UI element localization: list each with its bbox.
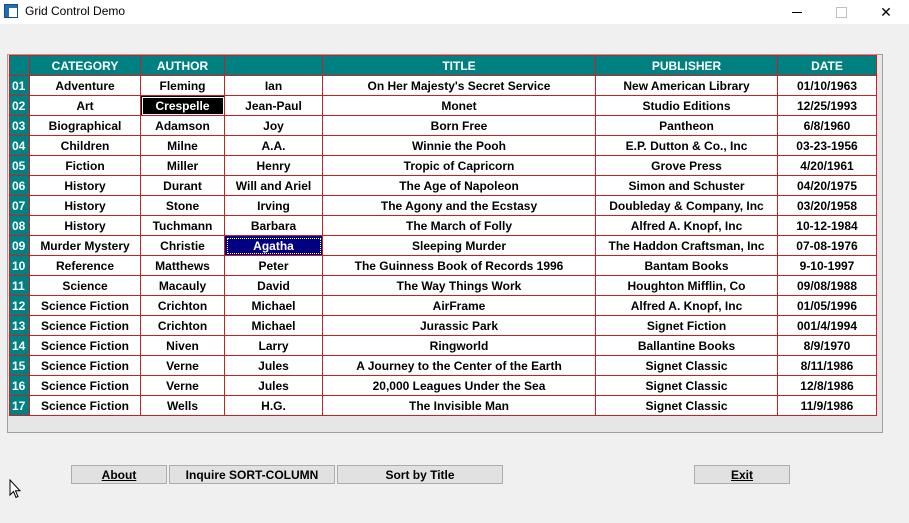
table-row[interactable] (10, 296, 877, 316)
cell-publisher[interactable]: Houghton Mifflin, Co (596, 276, 778, 296)
sort-by-title-button[interactable]: Sort by Title (337, 465, 503, 484)
table-row[interactable] (10, 76, 877, 96)
cell-date[interactable]: 04/20/1975 (778, 176, 877, 196)
cell-title[interactable]: Sleeping Murder (323, 236, 596, 256)
column-header-first-name[interactable] (225, 56, 323, 76)
mouse-cursor-icon (9, 479, 23, 499)
cell-date[interactable]: 8/11/1986 (778, 356, 877, 376)
cell-first-name[interactable]: Michael (225, 296, 323, 316)
cell-publisher[interactable]: Signet Classic (596, 376, 778, 396)
cell-author[interactable]: Macauly (141, 276, 225, 296)
cell-first-name[interactable]: Ian (225, 76, 323, 96)
cell-category[interactable]: Art (30, 96, 141, 116)
cell-title[interactable]: AirFrame (323, 296, 596, 316)
table-row[interactable] (10, 336, 877, 356)
cell-date[interactable]: 4/20/1961 (778, 156, 877, 176)
cell-category[interactable]: Adventure (30, 76, 141, 96)
row-number: 04 (10, 136, 30, 156)
cell-author[interactable]: Fleming (141, 76, 225, 96)
column-header-publisher[interactable]: PUBLISHER (596, 56, 778, 76)
cell-first-name[interactable]: Larry (225, 336, 323, 356)
cell-publisher[interactable]: Grove Press (596, 156, 778, 176)
cell-author[interactable]: Matthews (141, 256, 225, 276)
cell-first-name[interactable]: Jules (225, 376, 323, 396)
row-number: 16 (10, 376, 30, 396)
table-row[interactable] (10, 356, 877, 376)
cell-category[interactable]: Science Fiction (30, 336, 141, 356)
maximize-icon (836, 7, 847, 18)
table-row[interactable] (10, 196, 877, 216)
row-number: 06 (10, 176, 30, 196)
cell-publisher[interactable]: Signet Fiction (596, 316, 778, 336)
cell-author[interactable]: Milne (141, 136, 225, 156)
grid-corner (10, 56, 30, 76)
cell-first-name[interactable]: A.A. (225, 136, 323, 156)
cell-author[interactable]: Adamson (141, 116, 225, 136)
cell-first-name[interactable]: Michael (225, 316, 323, 336)
cell-category[interactable]: Science Fiction (30, 376, 141, 396)
cell-date[interactable]: 09/08/1988 (778, 276, 877, 296)
row-number: 01 (10, 76, 30, 96)
row-number: 07 (10, 196, 30, 216)
title-bar (0, 0, 909, 24)
column-header-category[interactable]: CATEGORY (30, 56, 141, 76)
row-number: 03 (10, 116, 30, 136)
exit-button[interactable]: Exit (694, 465, 790, 484)
row-number: 13 (10, 316, 30, 336)
row-number: 11 (10, 276, 30, 296)
table-row[interactable] (10, 316, 877, 336)
cell-publisher[interactable]: Alfred A. Knopf, Inc (596, 216, 778, 236)
cell-date[interactable]: 12/8/1986 (778, 376, 877, 396)
cell-category[interactable]: History (30, 196, 141, 216)
cell-author[interactable]: Wells (141, 396, 225, 416)
table-row[interactable] (10, 256, 877, 276)
cell-title[interactable]: The March of Folly (323, 216, 596, 236)
cell-first-name[interactable]: Barbara (225, 216, 323, 236)
cell-date[interactable]: 07-08-1976 (778, 236, 877, 256)
row-number: 17 (10, 396, 30, 416)
cell-title[interactable]: Ringworld (323, 336, 596, 356)
cell-date[interactable]: 11/9/1986 (778, 396, 877, 416)
cell-category[interactable]: Science (30, 276, 141, 296)
column-header-date[interactable]: DATE (778, 56, 877, 76)
cell-author[interactable]: Durant (141, 176, 225, 196)
table-row[interactable] (10, 376, 877, 396)
cell-publisher[interactable]: Simon and Schuster (596, 176, 778, 196)
cell-date[interactable]: 001/4/1994 (778, 316, 877, 336)
cell-title[interactable]: Born Free (323, 116, 596, 136)
row-number: 15 (10, 356, 30, 376)
about-button[interactable]: About (71, 465, 167, 484)
cell-author[interactable]: Verne (141, 376, 225, 396)
cell-title[interactable]: Tropic of Capricorn (323, 156, 596, 176)
row-number: 12 (10, 296, 30, 316)
cell-publisher[interactable]: New American Library (596, 76, 778, 96)
cell-title[interactable]: The Way Things Work (323, 276, 596, 296)
cell-category[interactable]: Science Fiction (30, 316, 141, 336)
cell-first-name[interactable]: Peter (225, 256, 323, 276)
cell-category[interactable]: Reference (30, 256, 141, 276)
cell-publisher[interactable]: Bantam Books (596, 256, 778, 276)
cell-date[interactable]: 01/10/1963 (778, 76, 877, 96)
cell-title[interactable]: 20,000 Leagues Under the Sea (323, 376, 596, 396)
maximize-button[interactable] (818, 0, 864, 24)
cell-title[interactable]: A Journey to the Center of the Earth (323, 356, 596, 376)
cell-publisher[interactable]: E.P. Dutton & Co., Inc (596, 136, 778, 156)
cell-date[interactable]: 03/20/1958 (778, 196, 877, 216)
cell-title[interactable]: The Age of Napoleon (323, 176, 596, 196)
row-number: 02 (10, 96, 30, 116)
cell-first-name[interactable]: David (225, 276, 323, 296)
cell-author[interactable]: Stone (141, 196, 225, 216)
cell-publisher[interactable]: Alfred A. Knopf, Inc (596, 296, 778, 316)
column-header-title[interactable]: TITLE (323, 56, 596, 76)
cell-first-name[interactable]: Joy (225, 116, 323, 136)
cell-author[interactable]: Crespelle (141, 96, 225, 116)
table-row[interactable] (10, 216, 877, 236)
table-row[interactable] (10, 396, 877, 416)
data-grid[interactable] (9, 55, 877, 416)
grid-header-row (10, 56, 877, 76)
cell-title[interactable]: The Agony and the Ecstasy (323, 196, 596, 216)
row-number: 08 (10, 216, 30, 236)
row-number: 10 (10, 256, 30, 276)
cell-date[interactable]: 01/05/1996 (778, 296, 877, 316)
cell-author[interactable]: Christie (141, 236, 225, 256)
cell-first-name[interactable]: H.G. (225, 396, 323, 416)
cell-date[interactable]: 12/25/1993 (778, 96, 877, 116)
cell-publisher[interactable]: Pantheon (596, 116, 778, 136)
cell-author[interactable]: Verne (141, 356, 225, 376)
cell-category[interactable]: History (30, 176, 141, 196)
table-row[interactable] (10, 236, 877, 256)
row-number: 14 (10, 336, 30, 356)
cell-date[interactable]: 8/9/1970 (778, 336, 877, 356)
cell-date[interactable]: 9-10-1997 (778, 256, 877, 276)
table-row[interactable] (10, 96, 877, 116)
cell-title[interactable]: The Invisible Man (323, 396, 596, 416)
cell-author[interactable]: Miller (141, 156, 225, 176)
window-title: Grid Control Demo (25, 4, 126, 18)
cell-first-name[interactable]: Will and Ariel (225, 176, 323, 196)
cell-category[interactable]: Science Fiction (30, 296, 141, 316)
cell-title[interactable]: Monet (323, 96, 596, 116)
cell-publisher[interactable]: Doubleday & Company, Inc (596, 196, 778, 216)
cell-publisher[interactable]: The Haddon Craftsman, Inc (596, 236, 778, 256)
cell-title[interactable]: Winnie the Pooh (323, 136, 596, 156)
cell-title[interactable]: The Guinness Book of Records 1996 (323, 256, 596, 276)
table-row[interactable] (10, 276, 877, 296)
cell-author[interactable]: Crichton (141, 296, 225, 316)
minimize-icon (792, 12, 802, 13)
cell-publisher[interactable]: Studio Editions (596, 96, 778, 116)
row-number: 09 (10, 236, 30, 256)
cell-category[interactable]: History (30, 216, 141, 236)
cell-first-name[interactable]: Irving (225, 196, 323, 216)
table-row[interactable] (10, 156, 877, 176)
minimize-button[interactable] (774, 0, 820, 24)
cell-title[interactable]: On Her Majesty's Secret Service (323, 76, 596, 96)
inquire-sort-column-button[interactable]: Inquire SORT-COLUMN (169, 465, 335, 484)
table-row[interactable] (10, 116, 877, 136)
cell-first-name[interactable]: Jean-Paul (225, 96, 323, 116)
cell-first-name[interactable]: Henry (225, 156, 323, 176)
cell-publisher[interactable]: Ballantine Books (596, 336, 778, 356)
cell-date[interactable]: 10-12-1984 (778, 216, 877, 236)
close-icon: ✕ (880, 3, 892, 20)
cell-author[interactable]: Niven (141, 336, 225, 356)
cell-date[interactable]: 6/8/1960 (778, 116, 877, 136)
cell-category[interactable]: Science Fiction (30, 356, 141, 376)
cell-publisher[interactable]: Signet Classic (596, 396, 778, 416)
app-icon (4, 4, 18, 18)
close-button[interactable] (863, 0, 909, 24)
table-row[interactable] (10, 176, 877, 196)
cell-category[interactable]: Science Fiction (30, 396, 141, 416)
table-row[interactable] (10, 136, 877, 156)
row-number: 05 (10, 156, 30, 176)
cell-first-name[interactable]: Agatha (225, 236, 323, 256)
cell-publisher[interactable]: Signet Classic (596, 356, 778, 376)
column-header-author[interactable]: AUTHOR (141, 56, 225, 76)
cell-category[interactable]: Murder Mystery (30, 236, 141, 256)
cell-date[interactable]: 03-23-1956 (778, 136, 877, 156)
cell-category[interactable]: Fiction (30, 156, 141, 176)
cell-category[interactable]: Children (30, 136, 141, 156)
cell-author[interactable]: Crichton (141, 316, 225, 336)
cell-author[interactable]: Tuchmann (141, 216, 225, 236)
cell-first-name[interactable]: Jules (225, 356, 323, 376)
cell-category[interactable]: Biographical (30, 116, 141, 136)
cell-title[interactable]: Jurassic Park (323, 316, 596, 336)
